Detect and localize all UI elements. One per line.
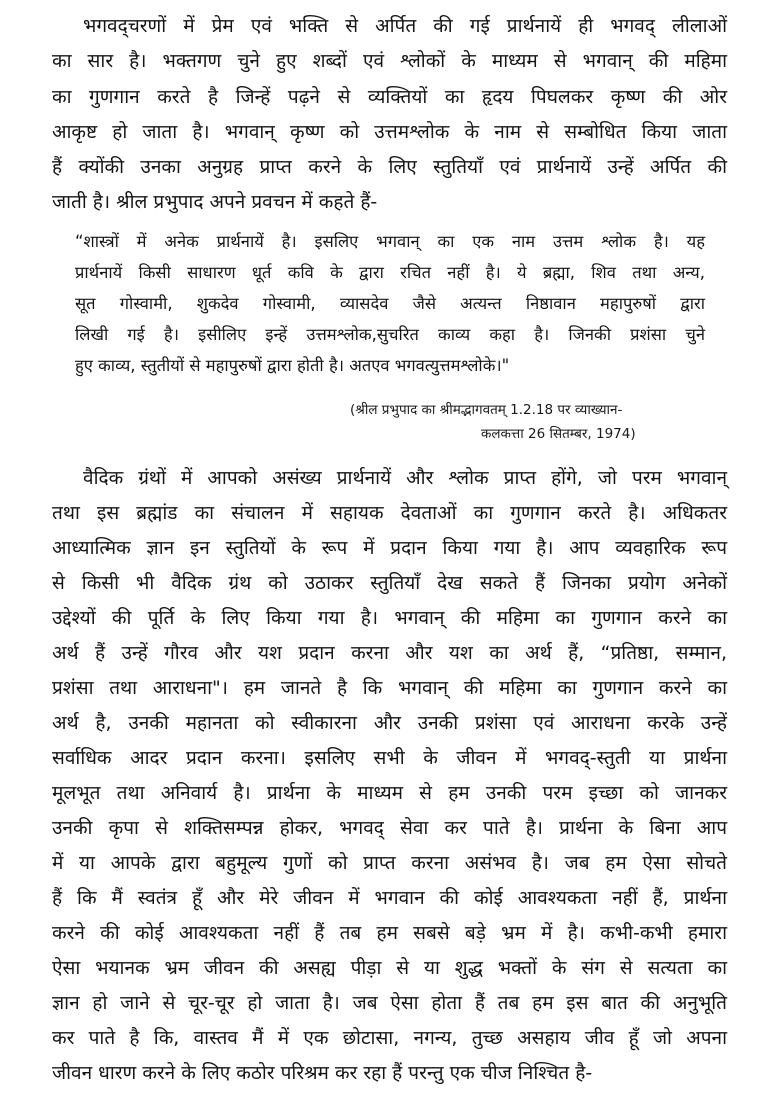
text-line: जाती है। श्रील प्रभुपाद अपने प्रवचन में कहते हैं- — [52, 191, 378, 213]
text-line: का सार है। भक्तगण चुने हुए शब्दों एवं श्लोकों के माध्यम से भगवान् की महिमा — [52, 50, 727, 72]
quote-citation: (श्रील प्रभुपाद का श्रीमद्भागवतम् 1.2.18 पर व्याख्यान- — [350, 402, 623, 418]
text-line: तथा इस ब्रह्मांड का संचालन में सहायक देवताओं का गुणगान करते है। अधिकतर — [52, 502, 727, 524]
text-line: उद्देश्यों की पूर्ति के लिए किया गया है। भगवान् की महिमा का गुणगान करने का — [52, 607, 727, 629]
quote-line: सूत गोस्वामी, शुकदेव गोस्वामी, व्यासदेव जैसे अत्यन्त निष्ठावान महापुरुषों द्वारा — [75, 294, 705, 313]
text-line: सर्वाधिक आदर प्रदान करना। इसलिए सभी के जीवन में भगवद्-स्तुती या प्रार्थना — [52, 747, 727, 769]
quote-line: हुए काव्य, स्तुतीयों से महापुरुषों द्वारा होती है। अतएव भगवत्युत्तमश्लोके।" — [75, 356, 510, 375]
text-line: कर पाते है कि, वास्तव मैं में एक छोटासा, नगन्य, तुच्छ असहाय जीव हूँ जो अपना — [52, 1027, 727, 1049]
text-line: जीवन धारण करने के लिए कठोर परिश्रम कर रहा हैं परन्तु एक चीज निश्चित है- — [52, 1062, 593, 1084]
text-line: हैं क्योंकी उनका अनुग्रह प्राप्त करने के लिए स्तुतियाँ एवं प्रार्थनायें उन्हें अर्पित की — [52, 156, 727, 178]
text-line: अर्थ है, उनकी महानता को स्वीकारना और उनकी प्रशंसा एवं आराधना करके उन्हें — [52, 712, 727, 734]
text-line: में या आपके द्वारा बहुमूल्य गुणों को प्राप्त करना असंभव है। जब हम ऐसा सोचते — [52, 852, 727, 874]
text-line: हैं कि मैं स्वतंत्र हूँ और मेरे जीवन में भगवान की कोई आवश्यकता नहीं हैं, प्रार्थना — [52, 887, 727, 909]
text-line: से किसी भी वैदिक ग्रंथ को उठाकर स्तुतियाँ देख सकते हैं जिनका प्रयोग अनेकों — [52, 572, 727, 594]
text-line: अर्थ हैं उन्हें गौरव और यश प्रदान करना और यश का अर्थ हैं, “प्रतिष्ठा, सम्मान, — [52, 642, 727, 664]
text-line: मूलभूत तथा अनिवार्य है। प्रार्थना के माध्यम से हम उनकी परम इच्छा को जानकर — [52, 782, 727, 804]
text-line: करने की कोई आवश्यकता नहीं हैं तब हम सबसे बड़े भ्रम में है। कभी-कभी हमारा — [52, 922, 727, 944]
quote-citation: कलकत्ता 26 सितम्बर, 1974) — [481, 426, 636, 442]
text-line: आध्यात्मिक ज्ञान इन स्तुतियों के रूप में प्रदान किया गया है। आप व्यवहारिक रूप — [52, 537, 727, 559]
text-line: वैदिक ग्रंथों में आपको असंख्य प्रार्थनायें और श्लोक प्राप्त होंगे, जो परम भगवान् — [83, 467, 727, 489]
text-line: का गुणगान करते है जिन्हें पढ़ने से व्यक्तियों का हृदय पिघलकर कृष्ण की ओर — [52, 86, 727, 108]
text-line: प्रशंसा तथा आराधना"। हम जानते है कि भगवान् की महिमा का गुणगान करने का — [52, 677, 727, 699]
text-line: भगवद्‌चरणों में प्रेम एवं भक्ति से अर्पित की गई प्रार्थनायें ही भगवद् लीलाओं — [83, 15, 727, 37]
quote-line: प्रार्थनायें किसी साधारण धूर्त कवि के द्वारा रचित नहीं है। ये ब्रह्मा, शिव तथा अन्य, — [75, 263, 705, 282]
text-line: उनकी कृपा से शक्तिसम्पन्न होकर, भगवद् सेवा कर पाते है। प्रार्थना के बिना आप — [52, 817, 727, 839]
text-line: आकृष्ट हो जाता है। भगवान् कृष्ण को उत्तमश्लोक के नाम से सम्बोधित किया जाता — [52, 121, 727, 143]
quote-line: “शास्त्रों में अनेक प्रार्थनायें है। इसलिए भगवान् का एक नाम उत्तम श्लोक है। यह — [75, 232, 705, 251]
text-line: ज्ञान हो जाने से चूर-चूर हो जाता है। जब ऐसा होता हैं तब हम इस बात की अनुभूति — [52, 992, 727, 1014]
quote-line: लिखी गई है। इसीलिए इन्हें उत्तमश्लोक,सुचरित काव्य कहा है। जिनकी प्रशंसा चुने — [75, 325, 705, 344]
text-line: ऐसा भयानक भ्रम जीवन की असह्य पीड़ा से या शुद्ध भक्तों के संग से सत्यता का — [52, 957, 727, 979]
